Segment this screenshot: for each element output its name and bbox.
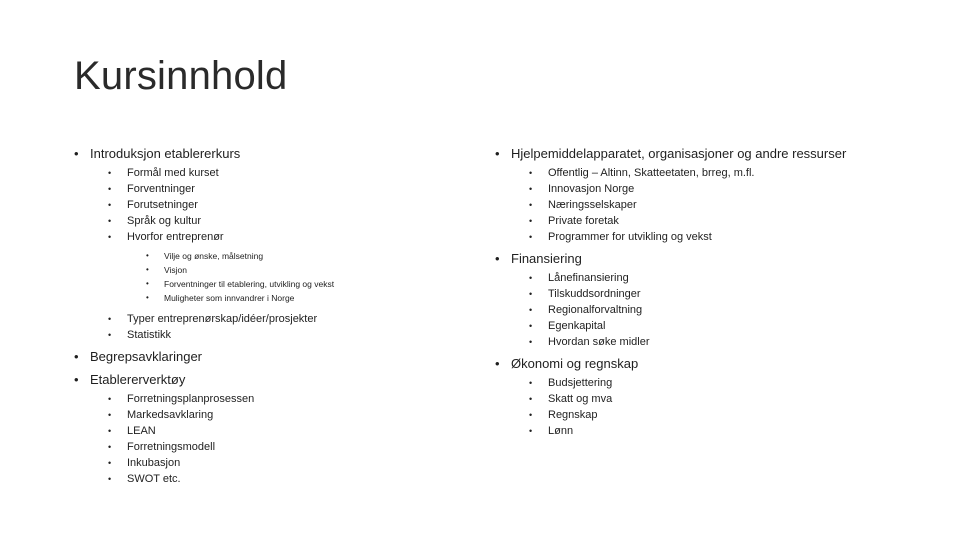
topic-begreper: • Begrepsavklaringer (74, 347, 474, 366)
list-item: • Lånefinansiering (529, 270, 935, 286)
list-item: • Programmer for utvikling og vekst (529, 229, 935, 245)
list-item: • Typer entreprenørskap/idéer/prosjekter (108, 311, 474, 327)
list-item: • Forutsetninger (108, 197, 474, 213)
list-item: • Markedsavklaring (108, 407, 474, 423)
list-item: • Egenkapital (529, 318, 935, 334)
page-title: Kursinnhold (74, 54, 288, 98)
list-item: • Regionalforvaltning (529, 302, 935, 318)
sub-list-item: • Muligheter som innvandrer i Norge (146, 291, 474, 305)
list-item: • Hvordan søke midler (529, 334, 935, 350)
topic-intro (74, 144, 474, 343)
topic-label: Hjelpemiddelapparatet, organisasjoner og andre ressurser (511, 146, 847, 161)
list-item: • Inkubasjon (108, 455, 474, 471)
list-item (108, 229, 474, 305)
list-item-label: Hvorfor entreprenør (127, 231, 224, 243)
topic-hjelpemiddel (495, 144, 935, 245)
list-item: • Skatt og mva (529, 391, 935, 407)
topic-verktoy (74, 370, 474, 487)
topic-label: Etablererverktøy (90, 372, 186, 387)
topic-okonomi (495, 354, 935, 439)
list-item: • Tilskuddsordninger (529, 286, 935, 302)
list-item: • Budsjettering (529, 375, 935, 391)
list-item: • Næringsselskaper (529, 197, 935, 213)
list-item: • Offentlig – Altinn, Skatteetaten, brreg, m.fl. (529, 165, 935, 181)
list-item: • SWOT etc. (108, 471, 474, 487)
list-item: • LEAN (108, 423, 474, 439)
list-item: • Private foretak (529, 213, 935, 229)
list-item: • Statistikk (108, 327, 474, 343)
topic-label: Finansiering (511, 251, 582, 266)
list-item: • Forretningsmodell (108, 439, 474, 455)
list-item: • Regnskap (529, 407, 935, 423)
list-item: • Forventninger (108, 181, 474, 197)
list-item: • Lønn (529, 423, 935, 439)
list-item: • Språk og kultur (108, 213, 474, 229)
sub-list-item: • Forventninger til etablering, utvikling og vekst (146, 277, 474, 291)
sub-list-item: • Vilje og ønske, målsetning (146, 249, 474, 263)
list-item: • Formål med kurset (108, 165, 474, 181)
right-column (495, 144, 935, 443)
left-column (74, 144, 474, 491)
list-item: • Innovasjon Norge (529, 181, 935, 197)
topic-label: Økonomi og regnskap (511, 356, 639, 371)
topic-label: Introduksjon etablererkurs (90, 146, 241, 161)
topic-finansiering (495, 249, 935, 350)
list-item: • Forretningsplanprosessen (108, 391, 474, 407)
sub-list-item: • Visjon (146, 263, 474, 277)
